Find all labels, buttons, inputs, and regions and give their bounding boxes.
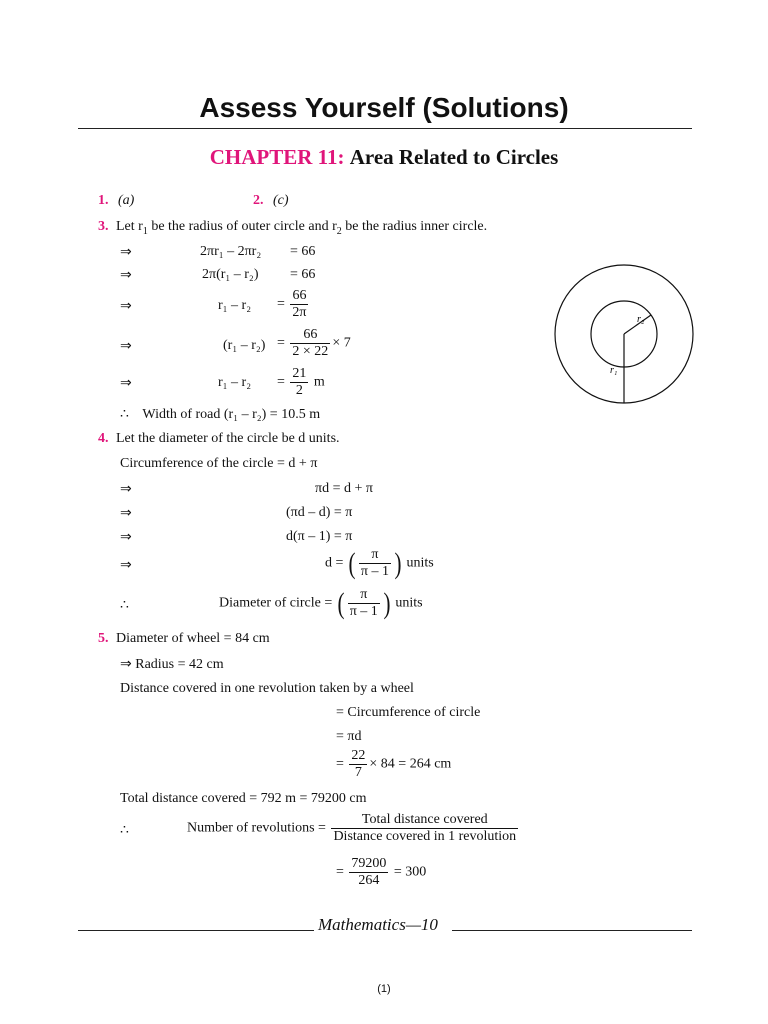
fraction: $\frac{22}{7}$ <box>351 748 366 780</box>
q4-intro: 4. Let the diameter of the circle be d units. <box>98 431 340 446</box>
chapter-name: Area Related to Circles <box>349 145 559 169</box>
q3-l1-rhs: = 66 <box>290 244 316 259</box>
q3-l4-lhs: (r₁ – r₂) <box>223 338 266 353</box>
q4-circumference: Circumference of the circle = d + π <box>120 456 318 471</box>
fraction: $\frac{\text{Total distance covered}}{\text{Distance covered in 1 revolution}}$ <box>333 812 517 844</box>
fraction: $\frac{79200}{264}$ <box>351 856 387 888</box>
q3-line-2 <box>120 267 420 284</box>
q4-line-3: ⇒ d(π – 1) = π <box>120 529 353 545</box>
q2-number: 2. <box>253 193 264 208</box>
q5-line-4: = Circumference of circle <box>336 705 481 720</box>
q3-line-5 <box>120 366 420 406</box>
q3-intro-b: be the radius of outer circle and r <box>147 219 337 234</box>
q3-line-1 <box>120 244 420 261</box>
q4-line-4: ⇒ d = ( $\frac{\pi}{\pi - 1}$ ) units <box>120 546 434 580</box>
answer-q2 <box>253 193 289 209</box>
footer-rule-left <box>78 930 314 931</box>
q5-line-9: = $\frac{79200}{264}$ = 300 <box>336 856 427 888</box>
q3-line-3 <box>120 288 420 328</box>
implies-symbol: ⇒ <box>120 299 132 314</box>
q3-number: 3. <box>98 219 109 234</box>
fraction: $\frac{\pi}{\pi - 1}$ <box>349 587 378 619</box>
q3-l2-rhs: = 66 <box>290 267 316 282</box>
therefore-symbol: ∴ <box>120 407 129 422</box>
q1-number: 1. <box>98 193 109 208</box>
implies-symbol: ⇒ <box>120 339 132 354</box>
q3-intro: 3. Let $r_1$ be the radius of outer circle and $r_2$ be the radius inner circle. <box>98 219 488 237</box>
q5-line-6: = $\frac{22}{7}$ × 84 = 264 cm <box>336 748 452 780</box>
implies-symbol: ⇒ <box>120 268 132 283</box>
q3-l3-lhs: r₁ – r₂ <box>218 298 252 313</box>
q5-line-2: ⇒ Radius = 42 cm <box>120 657 224 672</box>
q3-conclusion: ∴ Width of road (r₁ – r₂) = 10.5 m <box>120 407 321 422</box>
q3-l4-rhs: = $\frac{66}{2 \times 22}$ × 7 <box>277 327 351 359</box>
footer-rule-right <box>452 930 692 931</box>
q3-l2-lhs: 2π(r₁ – r₂) <box>202 267 259 282</box>
r2-label: r₂ <box>637 314 645 325</box>
q5-line-8: ∴ Number of revolutions = $\frac{\text{Total distance covered}}{\text{Distance covered in 1 revolution}}$ <box>120 812 517 844</box>
q5-line-5: = πd <box>336 729 362 744</box>
q3-line-4 <box>120 327 420 367</box>
implies-symbol: ⇒ <box>120 245 132 260</box>
q4-number: 4. <box>98 431 109 446</box>
chapter-label: CHAPTER 11: <box>209 145 345 169</box>
fraction: $\frac{66}{2 \times 22}$ <box>292 327 329 359</box>
page-title: Assess Yourself (Solutions) <box>199 92 569 123</box>
r1-label: r₁ <box>610 365 618 376</box>
q1-answer: (a) <box>118 193 135 208</box>
q3-l5-rhs: = $\frac{21}{2}$ m <box>277 366 325 398</box>
q3-intro-a: Let r <box>116 219 143 234</box>
q5-line-7: Total distance covered = 792 m = 79200 cm <box>120 791 367 806</box>
q4-final: ∴ Diameter of circle = ( $\frac{\pi}{\pi - 1}$ ) units <box>120 586 423 620</box>
q5-number: 5. <box>98 631 109 646</box>
fraction: $\frac{21}{2}$ <box>292 366 307 398</box>
footer-subject: Mathematics—10 <box>318 915 438 934</box>
q5-line-3: Distance covered in one revolution taken by a wheel <box>120 681 414 696</box>
q3-l1-lhs: 2πr₁ – 2πr₂ <box>200 244 262 259</box>
concentric-circles-diagram <box>552 262 696 406</box>
title-rule <box>78 128 692 129</box>
q5-line-1: 5. Diameter of wheel = 84 cm <box>98 631 270 646</box>
q4-line-2: ⇒ (πd – d) = π <box>120 505 353 521</box>
implies-symbol: ⇒ <box>120 376 132 391</box>
answer-q1 <box>98 193 134 209</box>
q2-answer: (c) <box>273 193 289 208</box>
q3-intro-c: be the radius inner circle. <box>341 219 488 234</box>
q3-l5-lhs: r₁ – r₂ <box>218 375 252 390</box>
fraction: $\frac{66}{2\pi}$ <box>292 288 307 320</box>
q3-l3-rhs: = $\frac{66}{2\pi}$ <box>277 288 307 320</box>
fraction: $\frac{\pi}{\pi - 1}$ <box>360 547 389 579</box>
chapter-heading <box>0 145 768 170</box>
q4-line-1: ⇒ πd = d + π <box>120 481 373 497</box>
page-number: (1) <box>377 983 391 995</box>
